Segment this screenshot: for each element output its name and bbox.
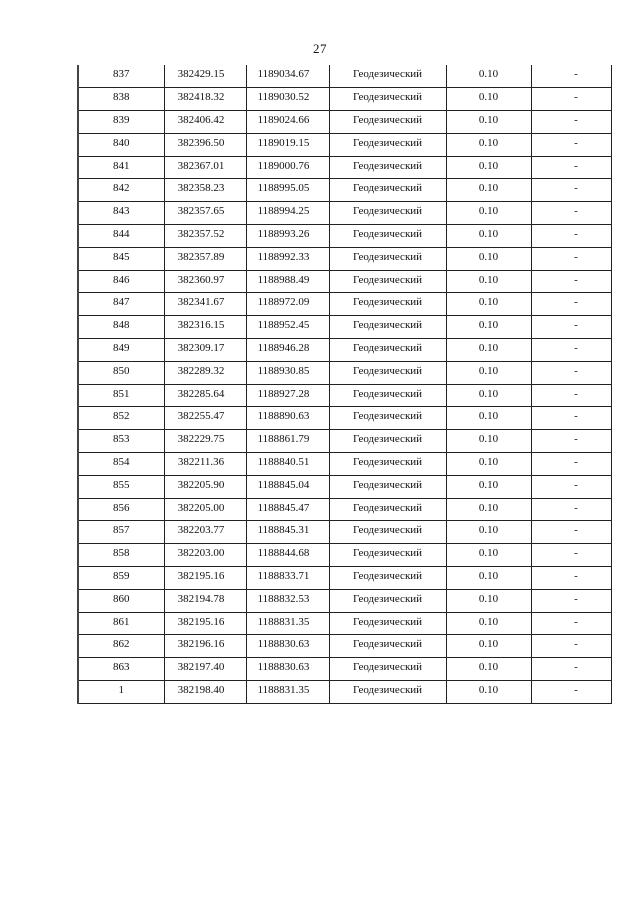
point-number-cell: 854	[78, 453, 164, 476]
note-cell: -	[531, 475, 611, 498]
method-cell: Геодезический	[329, 612, 446, 635]
note-cell: -	[531, 111, 611, 134]
accuracy-cell: 0.10	[446, 111, 531, 134]
x-coordinate-cell: 382203.00	[164, 544, 246, 567]
note-cell: -	[531, 407, 611, 430]
method-cell: Геодезический	[329, 681, 446, 704]
y-coordinate-cell: 1188833.71	[246, 567, 329, 590]
table-row	[78, 384, 611, 407]
page-number: 27	[313, 41, 327, 56]
method-cell: Геодезический	[329, 225, 446, 248]
y-coordinate-cell: 1188845.31	[246, 521, 329, 544]
method-cell: Геодезический	[329, 521, 446, 544]
x-coordinate-cell: 382429.15	[164, 65, 246, 88]
x-coordinate-cell: 382195.16	[164, 612, 246, 635]
point-number-cell: 843	[78, 202, 164, 225]
y-coordinate-cell: 1188995.05	[246, 179, 329, 202]
method-cell: Геодезический	[329, 384, 446, 407]
y-coordinate-cell: 1188988.49	[246, 270, 329, 293]
y-coordinate-cell: 1188946.28	[246, 339, 329, 362]
table-row	[78, 453, 611, 476]
point-number-cell: 863	[78, 658, 164, 681]
method-cell: Геодезический	[329, 567, 446, 590]
table-row	[78, 567, 611, 590]
coordinates-table-body	[78, 65, 611, 703]
accuracy-cell: 0.10	[446, 270, 531, 293]
note-cell: -	[531, 681, 611, 704]
table-row	[78, 247, 611, 270]
point-number-cell: 841	[78, 156, 164, 179]
point-number-cell: 838	[78, 88, 164, 111]
y-coordinate-cell: 1188831.35	[246, 681, 329, 704]
method-cell: Геодезический	[329, 407, 446, 430]
y-coordinate-cell: 1188927.28	[246, 384, 329, 407]
table-row	[78, 681, 611, 704]
method-cell: Геодезический	[329, 475, 446, 498]
note-cell: -	[531, 430, 611, 453]
table-row	[78, 635, 611, 658]
note-cell: -	[531, 247, 611, 270]
x-coordinate-cell: 382357.65	[164, 202, 246, 225]
accuracy-cell: 0.10	[446, 88, 531, 111]
x-coordinate-cell: 382309.17	[164, 339, 246, 362]
point-number-cell: 849	[78, 339, 164, 362]
table-row	[78, 339, 611, 362]
note-cell: -	[531, 498, 611, 521]
table-row	[78, 156, 611, 179]
point-number-cell: 848	[78, 316, 164, 339]
method-cell: Геодезический	[329, 453, 446, 476]
note-cell: -	[531, 361, 611, 384]
method-cell: Геодезический	[329, 202, 446, 225]
point-number-cell: 857	[78, 521, 164, 544]
method-cell: Геодезический	[329, 498, 446, 521]
point-number-cell: 851	[78, 384, 164, 407]
y-coordinate-cell: 1188890.63	[246, 407, 329, 430]
point-number-cell: 847	[78, 293, 164, 316]
x-coordinate-cell: 382195.16	[164, 567, 246, 590]
accuracy-cell: 0.10	[446, 133, 531, 156]
table-row	[78, 658, 611, 681]
x-coordinate-cell: 382205.00	[164, 498, 246, 521]
note-cell: -	[531, 316, 611, 339]
note-cell: -	[531, 225, 611, 248]
table-row	[78, 293, 611, 316]
accuracy-cell: 0.10	[446, 65, 531, 88]
method-cell: Геодезический	[329, 270, 446, 293]
y-coordinate-cell: 1188844.68	[246, 544, 329, 567]
x-coordinate-cell: 382316.15	[164, 316, 246, 339]
method-cell: Геодезический	[329, 658, 446, 681]
note-cell: -	[531, 65, 611, 88]
method-cell: Геодезический	[329, 544, 446, 567]
x-coordinate-cell: 382358.23	[164, 179, 246, 202]
table-row	[78, 589, 611, 612]
accuracy-cell: 0.10	[446, 681, 531, 704]
accuracy-cell: 0.10	[446, 498, 531, 521]
y-coordinate-cell: 1189034.67	[246, 65, 329, 88]
accuracy-cell: 0.10	[446, 430, 531, 453]
accuracy-cell: 0.10	[446, 521, 531, 544]
y-coordinate-cell: 1188861.79	[246, 430, 329, 453]
method-cell: Геодезический	[329, 88, 446, 111]
x-coordinate-cell: 382203.77	[164, 521, 246, 544]
y-coordinate-cell: 1188845.47	[246, 498, 329, 521]
note-cell: -	[531, 339, 611, 362]
y-coordinate-cell: 1189000.76	[246, 156, 329, 179]
point-number-cell: 840	[78, 133, 164, 156]
method-cell: Геодезический	[329, 65, 446, 88]
point-number-cell: 855	[78, 475, 164, 498]
method-cell: Геодезический	[329, 316, 446, 339]
note-cell: -	[531, 293, 611, 316]
method-cell: Геодезический	[329, 361, 446, 384]
x-coordinate-cell: 382255.47	[164, 407, 246, 430]
x-coordinate-cell: 382194.78	[164, 589, 246, 612]
point-number-cell: 845	[78, 247, 164, 270]
x-coordinate-cell: 382418.32	[164, 88, 246, 111]
y-coordinate-cell: 1188993.26	[246, 225, 329, 248]
table-row	[78, 361, 611, 384]
x-coordinate-cell: 382406.42	[164, 111, 246, 134]
method-cell: Геодезический	[329, 339, 446, 362]
accuracy-cell: 0.10	[446, 658, 531, 681]
accuracy-cell: 0.10	[446, 453, 531, 476]
y-coordinate-cell: 1188831.35	[246, 612, 329, 635]
point-number-cell: 846	[78, 270, 164, 293]
accuracy-cell: 0.10	[446, 247, 531, 270]
point-number-cell: 844	[78, 225, 164, 248]
table-row	[78, 612, 611, 635]
x-coordinate-cell: 382289.32	[164, 361, 246, 384]
accuracy-cell: 0.10	[446, 384, 531, 407]
accuracy-cell: 0.10	[446, 202, 531, 225]
table-row	[78, 521, 611, 544]
note-cell: -	[531, 635, 611, 658]
x-coordinate-cell: 382196.16	[164, 635, 246, 658]
x-coordinate-cell: 382367.01	[164, 156, 246, 179]
note-cell: -	[531, 612, 611, 635]
accuracy-cell: 0.10	[446, 293, 531, 316]
accuracy-cell: 0.10	[446, 407, 531, 430]
point-number-cell: 862	[78, 635, 164, 658]
point-number-cell: 856	[78, 498, 164, 521]
note-cell: -	[531, 453, 611, 476]
x-coordinate-cell: 382357.52	[164, 225, 246, 248]
table-row	[78, 88, 611, 111]
y-coordinate-cell: 1189030.52	[246, 88, 329, 111]
accuracy-cell: 0.10	[446, 475, 531, 498]
accuracy-cell: 0.10	[446, 316, 531, 339]
accuracy-cell: 0.10	[446, 567, 531, 590]
note-cell: -	[531, 88, 611, 111]
point-number-cell: 861	[78, 612, 164, 635]
point-number-cell: 837	[78, 65, 164, 88]
note-cell: -	[531, 133, 611, 156]
table-row	[78, 133, 611, 156]
table-row	[78, 544, 611, 567]
table-row	[78, 179, 611, 202]
table-row	[78, 225, 611, 248]
x-coordinate-cell: 382285.64	[164, 384, 246, 407]
y-coordinate-cell: 1189019.15	[246, 133, 329, 156]
point-number-cell: 860	[78, 589, 164, 612]
table-row	[78, 430, 611, 453]
point-number-cell: 859	[78, 567, 164, 590]
method-cell: Геодезический	[329, 111, 446, 134]
accuracy-cell: 0.10	[446, 339, 531, 362]
x-coordinate-cell: 382357.89	[164, 247, 246, 270]
point-number-cell: 842	[78, 179, 164, 202]
x-coordinate-cell: 382211.36	[164, 453, 246, 476]
note-cell: -	[531, 179, 611, 202]
method-cell: Геодезический	[329, 635, 446, 658]
note-cell: -	[531, 202, 611, 225]
accuracy-cell: 0.10	[446, 612, 531, 635]
note-cell: -	[531, 658, 611, 681]
accuracy-cell: 0.10	[446, 225, 531, 248]
coordinates-table	[77, 65, 612, 704]
point-number-cell: 858	[78, 544, 164, 567]
point-number-cell: 852	[78, 407, 164, 430]
method-cell: Геодезический	[329, 293, 446, 316]
x-coordinate-cell: 382197.40	[164, 658, 246, 681]
y-coordinate-cell: 1188845.04	[246, 475, 329, 498]
table-row	[78, 111, 611, 134]
table-row	[78, 270, 611, 293]
y-coordinate-cell: 1188992.33	[246, 247, 329, 270]
table-row	[78, 475, 611, 498]
point-number-cell: 853	[78, 430, 164, 453]
y-coordinate-cell: 1188930.85	[246, 361, 329, 384]
y-coordinate-cell: 1189024.66	[246, 111, 329, 134]
x-coordinate-cell: 382205.90	[164, 475, 246, 498]
note-cell: -	[531, 521, 611, 544]
x-coordinate-cell: 382341.67	[164, 293, 246, 316]
accuracy-cell: 0.10	[446, 589, 531, 612]
y-coordinate-cell: 1188952.45	[246, 316, 329, 339]
x-coordinate-cell: 382229.75	[164, 430, 246, 453]
table-row	[78, 202, 611, 225]
accuracy-cell: 0.10	[446, 179, 531, 202]
y-coordinate-cell: 1188830.63	[246, 635, 329, 658]
note-cell: -	[531, 544, 611, 567]
point-number-cell: 839	[78, 111, 164, 134]
y-coordinate-cell: 1188840.51	[246, 453, 329, 476]
note-cell: -	[531, 270, 611, 293]
note-cell: -	[531, 589, 611, 612]
note-cell: -	[531, 384, 611, 407]
y-coordinate-cell: 1188972.09	[246, 293, 329, 316]
accuracy-cell: 0.10	[446, 156, 531, 179]
point-number-cell: 1	[78, 681, 164, 704]
table-row	[78, 498, 611, 521]
method-cell: Геодезический	[329, 589, 446, 612]
method-cell: Геодезический	[329, 430, 446, 453]
table-row	[78, 316, 611, 339]
accuracy-cell: 0.10	[446, 635, 531, 658]
x-coordinate-cell: 382360.97	[164, 270, 246, 293]
y-coordinate-cell: 1188830.63	[246, 658, 329, 681]
note-cell: -	[531, 156, 611, 179]
accuracy-cell: 0.10	[446, 361, 531, 384]
x-coordinate-cell: 382198.40	[164, 681, 246, 704]
y-coordinate-cell: 1188994.25	[246, 202, 329, 225]
y-coordinate-cell: 1188832.53	[246, 589, 329, 612]
point-number-cell: 850	[78, 361, 164, 384]
method-cell: Геодезический	[329, 179, 446, 202]
method-cell: Геодезический	[329, 133, 446, 156]
method-cell: Геодезический	[329, 156, 446, 179]
table-row	[78, 407, 611, 430]
method-cell: Геодезический	[329, 247, 446, 270]
note-cell: -	[531, 567, 611, 590]
table-row	[78, 65, 611, 88]
x-coordinate-cell: 382396.50	[164, 133, 246, 156]
accuracy-cell: 0.10	[446, 544, 531, 567]
